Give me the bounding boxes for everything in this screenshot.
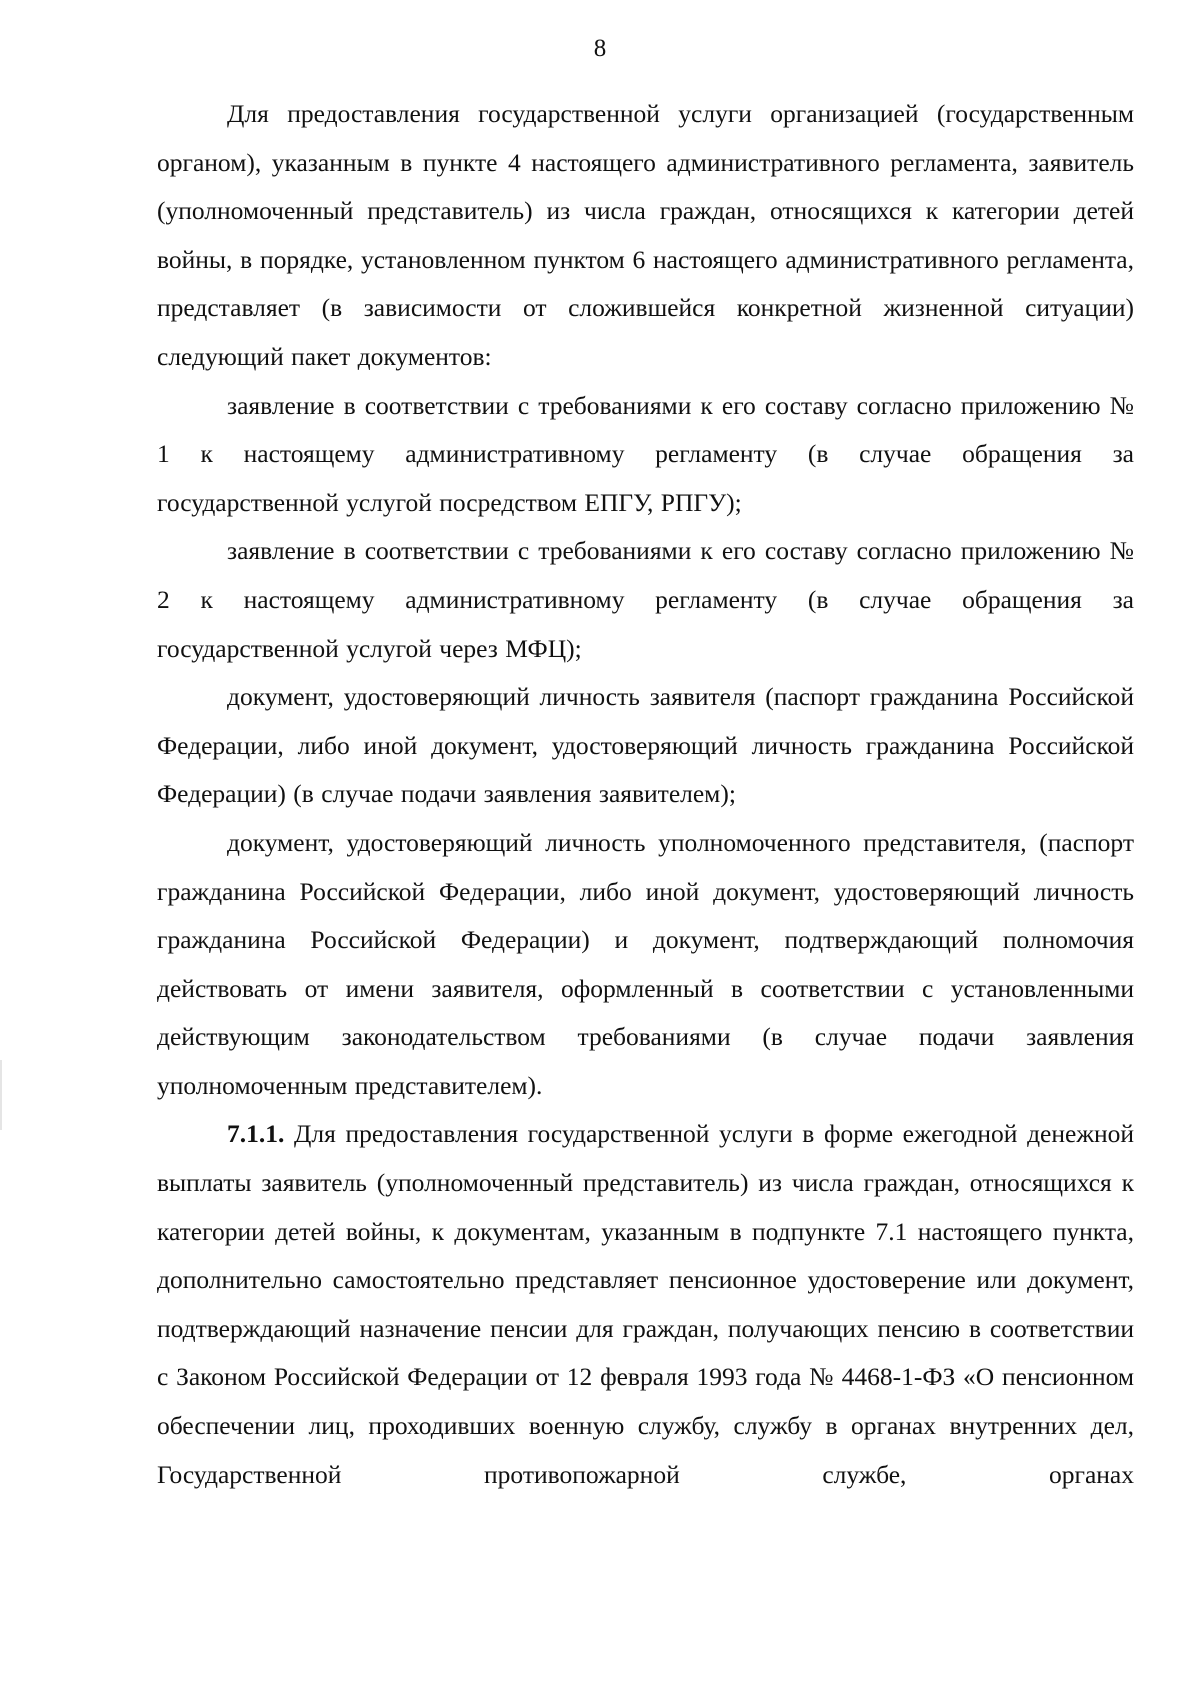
paragraph-application-appendix-2: заявление в соответствии с требованиями к его составу согласно приложению № 2 к настоящему административному регламенту (в случае обращения за государственной услугой через МФЦ); bbox=[157, 536, 1134, 663]
paragraph-applicant-identity-document: документ, удостоверяющий личность заявителя (паспорт гражданина Российской Федерации, либо иной документ, удостоверяющий личность гражданина Российской Федерации) (в случае подачи заявления заявителем); bbox=[157, 682, 1134, 809]
paragraph-section-7-1-1 bbox=[157, 1110, 1134, 1499]
scan-edge-mark bbox=[0, 1060, 2, 1130]
section-number: 7.1.1. bbox=[227, 1119, 285, 1149]
paragraph-intro: Для предоставления государственной услуги организацией (государственным органом), указанным в пункте 4 настоящего административного регламента, заявитель (уполномоченный представитель) из числа граждан, относящихся к категории детей войны, в порядке, установленном пунктом 6 настоящего административного регламента, представляет (в зависимости от сложившейся конкретной жизненной ситуации) следующий пакет документов: bbox=[157, 99, 1134, 371]
section-text: Для предоставления государственной услуги в форме ежегодной денежной выплаты заявитель (уполномоченный представитель) из числа граждан, относящихся к категории детей войны, к документам, указанным в подпункте 7.1 настоящего пункта, дополнительно самостоятельно представляет пенсионное удостоверение или документ, подтверждающий назначение пенсии для граждан, получающих пенсию в соответствии с Законом Российской Федерации от 12 февраля 1993 года № 4468-1-ФЗ «О пенсионном обеспечении лиц, проходивших военную службу, службу в органах внутренних дел, Государственной противопожарной службе, органах bbox=[157, 1119, 1134, 1489]
page-number: 8 bbox=[593, 35, 607, 62]
paragraph-application-appendix-1: заявление в соответствии с требованиями к его составу согласно приложению № 1 к настоящему административному регламенту (в случае обращения за государственной услугой посредством ЕПГУ, РПГУ); bbox=[157, 390, 1134, 517]
paragraph-representative-identity-document: документ, удостоверяющий личность уполномоченного представителя, (паспорт гражданина Российской Федерации, либо иной документ, удостоверяющий личность гражданина Российской Федерации) и документ, подтверждающий полномочия действовать от имени заявителя, оформленный в соответствии с установленными действующим законодательством требованиями (в случае подачи заявления уполномоченным представителем). bbox=[157, 827, 1134, 1100]
document-body bbox=[157, 90, 1134, 1499]
